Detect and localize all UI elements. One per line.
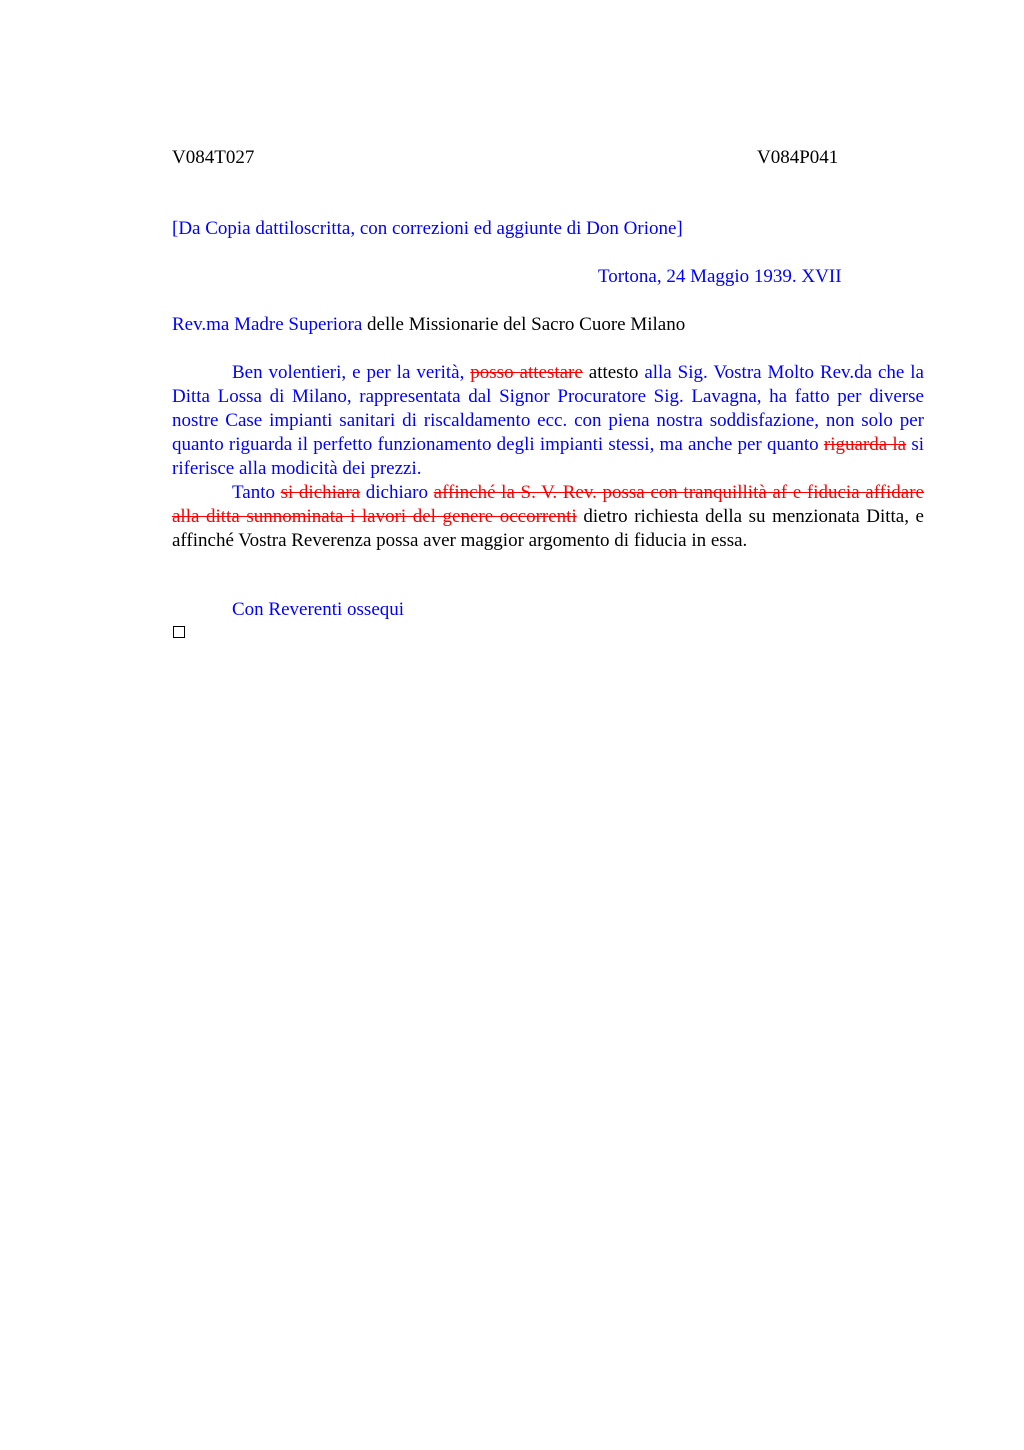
addressee-title: Rev.ma Madre Superiora <box>172 314 363 335</box>
paragraph-2-text: dichiaro <box>360 482 434 503</box>
checkbox-icon <box>173 626 185 638</box>
deleted-text: affinché la S. V. Rev. possa con tranquillità af e fiducia affidare alla ditta sunnominata i lavori del genere occorrenti <box>172 482 924 527</box>
original-text: attesto <box>582 362 645 383</box>
paragraph-1-text: alla Sig. Vostra Molto Rev.da che la Ditta Lossa di Milano, rappresentata dal Signor Procuratore Sig. Lavagna, ha fatto per diverse nostre Case impianti sanitari di riscaldamento ecc. con piena nostra soddisfazione, non solo per quanto riguarda il perfetto funzionamento degli impianti stessi, ma anche per quanto <box>172 362 924 455</box>
deleted-text: posso attestare <box>470 362 583 383</box>
document-code-left: V084T027 <box>172 147 255 168</box>
deleted-text: riguarda la <box>823 434 907 455</box>
original-text: dietro richiesta della su menzionata Ditta, e affinché Vostra Reverenza possa aver maggior argomento di fiducia in essa. <box>172 506 924 551</box>
document-code-right: V084P041 <box>757 147 839 168</box>
paragraph-2 <box>172 481 924 553</box>
paragraph-1-text: Ben volentieri, e per la verità, <box>232 362 471 383</box>
paragraph-1 <box>172 361 924 481</box>
deleted-text: si dichiara <box>280 482 361 503</box>
dateline: Tortona, 24 Maggio 1939. XVII <box>598 266 842 287</box>
addressee <box>172 313 685 337</box>
source-note: [Da Copia dattiloscritta, con correzioni ed aggiunte di Don Orione] <box>172 218 683 239</box>
addressee-rest: delle Missionarie del Sacro Cuore Milano <box>362 314 686 335</box>
paragraph-1-text: si riferisce alla modicità dei prezzi. <box>172 434 924 479</box>
paragraph-2-text: Tanto <box>232 482 281 503</box>
closing-salutation: Con Reverenti ossequi <box>232 599 405 620</box>
